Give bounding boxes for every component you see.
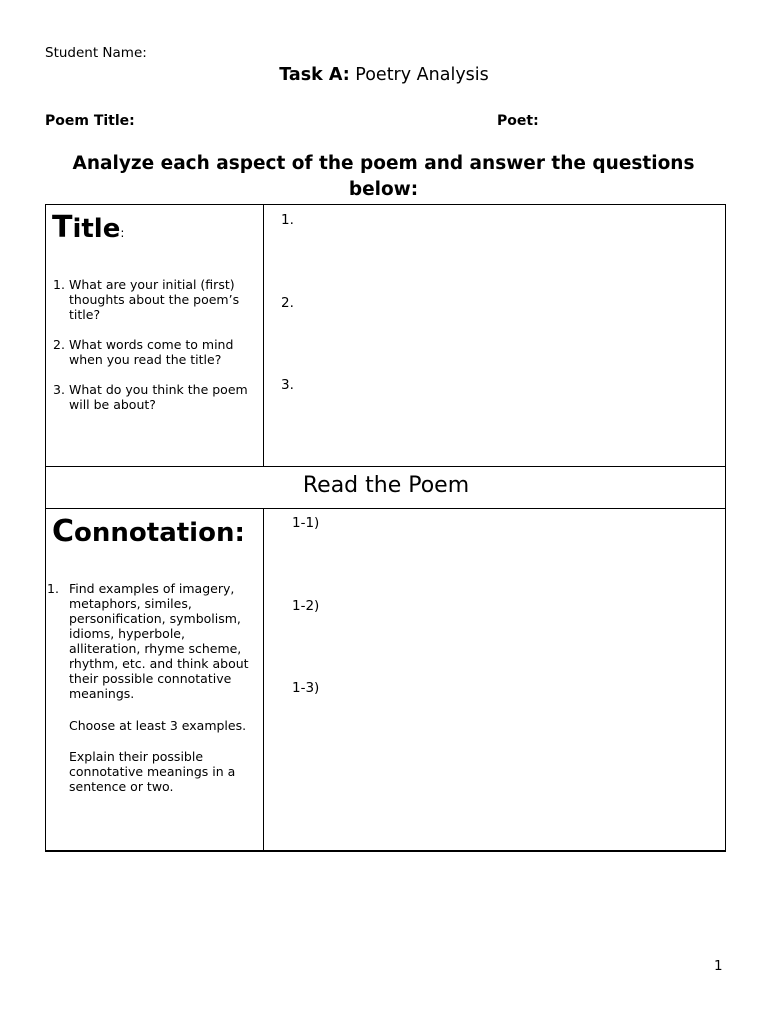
read-the-poem-heading: Read the Poem: [302, 473, 470, 498]
connotation-answer-label: 1-1): [292, 515, 320, 531]
title-section-heading: [52, 210, 124, 245]
connotation-paragraph: Explain their possible connotative meanings in a sentence or two.: [69, 749, 236, 794]
question-number: 3.: [53, 382, 65, 397]
connotation-heading-initial: C: [52, 514, 75, 549]
title-answer-number: 3.: [281, 377, 294, 393]
title-question: [53, 277, 256, 322]
connotation-item-number: 1.: [47, 581, 59, 596]
connotation-paragraph: Find examples of imagery, metaphors, similes, personification, symbolism, idioms, hyperbole, alliteration, rhyme scheme, rhythm, etc. and think about their possible connotative meanings.: [69, 581, 249, 701]
connotation-paragraph: Choose at least 3 examples.: [69, 718, 247, 733]
connotation-instructions: [69, 581, 257, 794]
title-heading-initial: T: [52, 210, 73, 245]
task-title: [0, 65, 768, 85]
question-number: 1.: [53, 277, 65, 292]
title-questions-list: [53, 277, 256, 412]
connotation-row-divider: [263, 508, 264, 852]
question-text: What words come to mind when you read the title?: [69, 337, 234, 367]
connotation-heading-rest: onnotation:: [74, 518, 245, 548]
question-text: What do you think the poem will be about?: [69, 382, 248, 412]
connotation-answer-label: 1-2): [292, 598, 320, 614]
question-text: What are your initial (first) thoughts about the poem’s title?: [69, 277, 240, 322]
title-row-divider: [263, 204, 264, 466]
title-answer-number: 1.: [281, 212, 294, 228]
question-number: 2.: [53, 337, 65, 352]
page-number: 1: [714, 958, 723, 974]
instructions-heading: Analyze each aspect of the poem and answer the questions below:: [72, 153, 695, 200]
poet-label: Poet:: [497, 113, 539, 129]
connotation-answer-label: 1-3): [292, 680, 320, 696]
title-question: [53, 382, 256, 412]
title-answer-number: 2.: [281, 295, 294, 311]
read-poem-top-rule: [45, 466, 726, 467]
task-name: Poetry Analysis: [349, 65, 489, 85]
connotation-section-heading: [52, 514, 245, 549]
task-label: Task A:: [279, 65, 350, 85]
student-name-label: Student Name:: [45, 45, 147, 61]
title-heading-rest: itle: [72, 214, 121, 244]
poem-title-label: Poem Title:: [45, 113, 135, 129]
title-question: [53, 337, 256, 367]
title-heading-colon: :: [120, 226, 125, 240]
read-poem-bottom-rule: [45, 508, 726, 509]
